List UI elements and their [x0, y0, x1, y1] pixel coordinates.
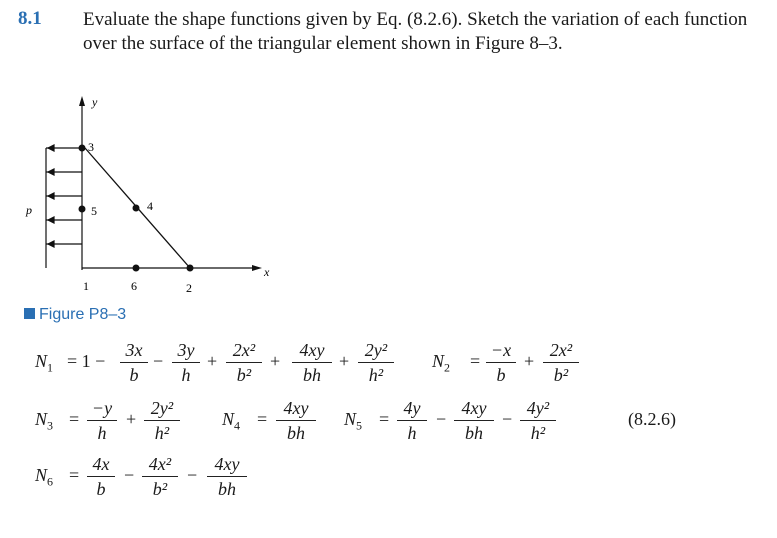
frac-4xy-bh: 4xy bh: [454, 397, 494, 444]
node-5: [79, 206, 86, 213]
node-label-1: 1: [83, 279, 89, 293]
op-minus: −: [124, 465, 135, 485]
frac-2x2-b2: 2x² b²: [226, 339, 262, 386]
n5-lhs: $N_5$: [344, 409, 363, 433]
n1-lhs: $N_1$: [35, 351, 54, 375]
problem-number: 8.1: [18, 8, 42, 29]
eq-sign: =: [257, 409, 268, 429]
caption-marker-icon: [24, 308, 35, 319]
y-axis-label: y: [92, 95, 98, 109]
node-3: [79, 145, 86, 152]
eq-sign: =: [470, 351, 481, 371]
caption-text: Figure P8–3: [39, 306, 127, 323]
op-minus: −: [187, 465, 198, 485]
frac-4xy-bh: 4xy bh: [292, 339, 332, 386]
frac-4xy-bh: 4xy bh: [207, 453, 247, 500]
frac-4x2-b2: 4x² b²: [142, 453, 178, 500]
frac-4xy-bh: 4xy bh: [276, 397, 316, 444]
node-6: [133, 265, 140, 272]
frac-2x2-b2: 2x² b²: [543, 339, 579, 386]
eq-sign: =: [69, 465, 80, 485]
node-4: [133, 205, 140, 212]
frac-2y2-h2: 2y² h²: [358, 339, 394, 386]
distributed-load: [46, 145, 82, 268]
n6-lhs: $N_6$: [35, 465, 54, 489]
node-label-6: 6: [131, 279, 137, 293]
figure-p8-3: [0, 90, 300, 305]
problem-text: Evaluate the shape functions given by Eq. (8.2.6). Sketch the variation of each function over the surface of the triangular element shown in Figure 8–3.: [83, 9, 748, 54]
n3-lhs: $N_3$: [35, 409, 54, 433]
n1-lead: = 1 −: [67, 351, 106, 371]
op-minus: −: [502, 409, 513, 429]
node-label-5: 5: [91, 204, 97, 218]
frac-3x-b: 3x b: [120, 339, 148, 386]
op-plus: +: [524, 351, 535, 371]
eq-sign: =: [69, 409, 80, 429]
eq-sign: =: [379, 409, 390, 429]
load-label: p: [26, 203, 32, 217]
op-plus: +: [339, 351, 350, 371]
node-label-4: 4: [147, 199, 153, 213]
n2-lhs: $N_2$: [432, 351, 451, 375]
op-plus: +: [126, 409, 137, 429]
frac-4y2-h2: 4y² h²: [520, 397, 556, 444]
frac-4x-b: 4x b: [87, 453, 115, 500]
frac-negx-b: −x b: [486, 339, 516, 386]
node-label-2: 2: [186, 281, 192, 295]
n4-lhs: $N_4$: [222, 409, 241, 433]
op-plus: +: [207, 351, 218, 371]
op-minus: −: [153, 351, 164, 371]
figure-caption: [24, 306, 126, 324]
node-label-3: 3: [88, 140, 94, 154]
frac-4y-h: 4y h: [397, 397, 427, 444]
frac-negy-h: −y h: [87, 397, 117, 444]
frac-2y2-h2: 2y² h²: [144, 397, 180, 444]
frac-3y-h: 3y h: [172, 339, 200, 386]
node-2: [187, 265, 194, 272]
op-plus: +: [270, 351, 281, 371]
equation-number: (8.2.6): [628, 409, 676, 429]
y-axis-arrow: [79, 96, 85, 106]
x-axis-arrow: [252, 265, 262, 271]
op-minus: −: [436, 409, 447, 429]
x-axis-label: x: [264, 265, 270, 279]
